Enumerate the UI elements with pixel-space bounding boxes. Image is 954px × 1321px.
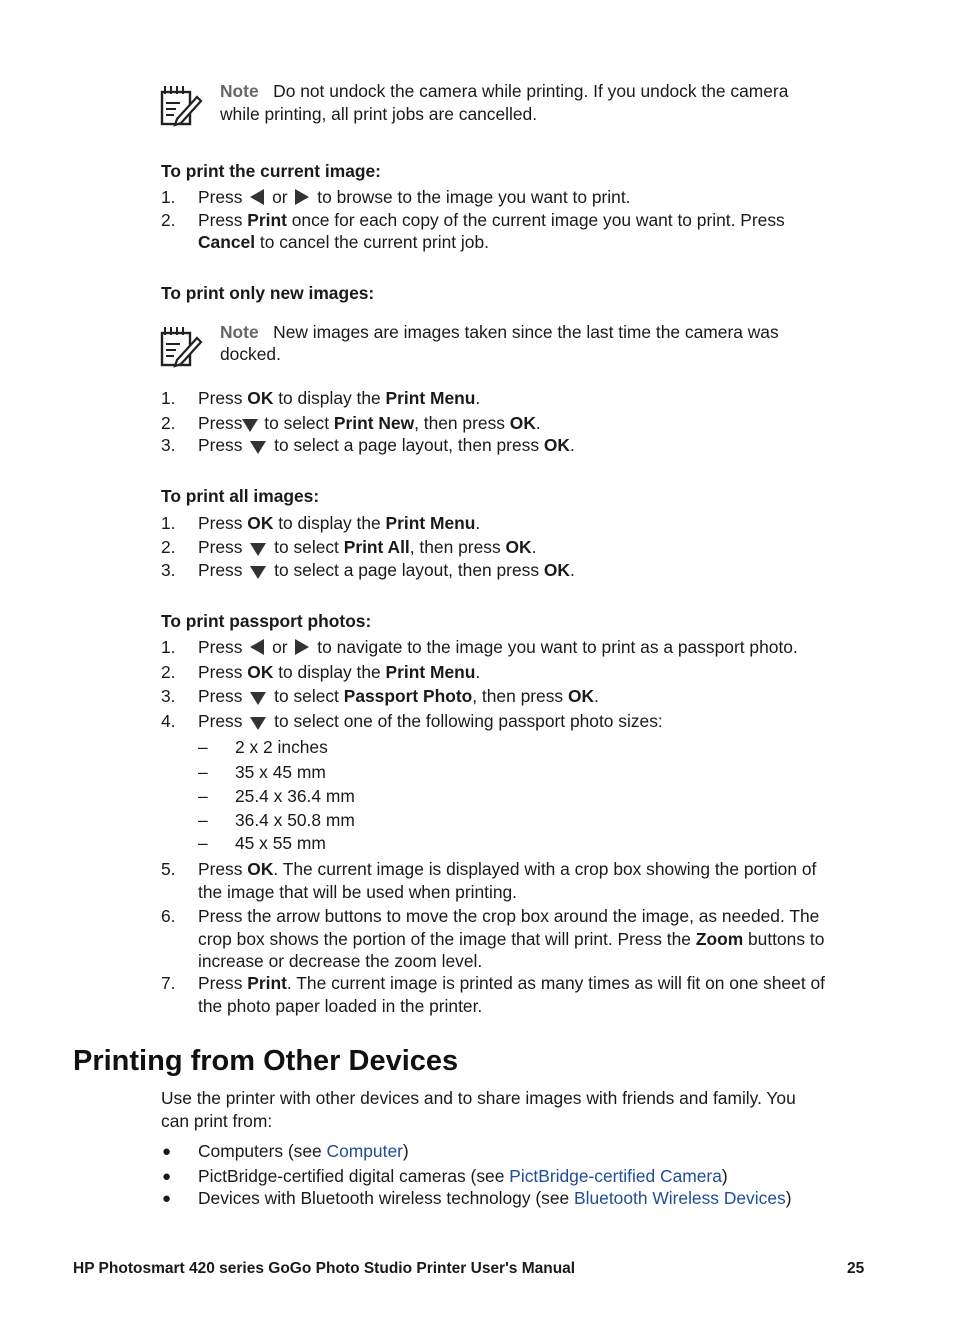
list-dash: – xyxy=(198,833,208,853)
step-number: 1. xyxy=(161,637,176,657)
list-dash: – xyxy=(198,762,208,782)
note-1 xyxy=(220,80,788,126)
list-item: 45 x 55 mm xyxy=(235,833,326,853)
step-number: 1. xyxy=(161,187,176,207)
step-number: 2. xyxy=(161,537,176,557)
section-heading: To print passport photos: xyxy=(161,611,372,631)
footer-title: HP Photosmart 420 series GoGo Photo Studio Printer User's Manual xyxy=(73,1260,576,1277)
step-text: Press or to browse to the image you want to print. xyxy=(198,187,631,207)
step-number: 2. xyxy=(161,413,176,433)
left-arrow-button-icon xyxy=(250,189,264,205)
step-text: the image that will be used when printing. xyxy=(198,882,518,902)
step-number: 4. xyxy=(161,711,176,731)
step-text: crop box shows the portion of the image that will print. Press the Zoom buttons to xyxy=(198,929,825,949)
down-arrow-button-icon xyxy=(242,419,258,432)
bluetooth-devices-link[interactable]: Bluetooth Wireless Devices xyxy=(574,1188,786,1208)
list-item: 35 x 45 mm xyxy=(235,762,326,782)
note-label: Note xyxy=(220,81,259,101)
down-arrow-button-icon xyxy=(250,441,266,454)
list-item: 25.4 x 36.4 mm xyxy=(235,786,355,806)
note-text-line: New images are images taken since the last time the camera was xyxy=(273,322,779,342)
step-number: 1. xyxy=(161,513,176,533)
step-number: 1. xyxy=(161,388,176,408)
step-text: Press to select Passport Photo, then press OK. xyxy=(198,686,599,706)
step-number: 3. xyxy=(161,686,176,706)
step-text: increase or decrease the zoom level. xyxy=(198,951,483,971)
right-arrow-button-icon xyxy=(295,189,309,205)
step-text: Press OK. The current image is displayed with a crop box showing the portion of xyxy=(198,859,817,879)
left-arrow-button-icon xyxy=(250,639,264,655)
right-arrow-button-icon xyxy=(295,639,309,655)
list-item: Devices with Bluetooth wireless technology (see Bluetooth Wireless Devices) xyxy=(198,1188,792,1208)
note-2 xyxy=(220,321,779,365)
step-number: 5. xyxy=(161,859,176,879)
step-text: Press to select Print All, then press OK. xyxy=(198,537,537,557)
down-arrow-button-icon xyxy=(250,566,266,579)
step-text: Press Print once for each copy of the current image you want to print. Press xyxy=(198,210,785,230)
step-text: Press Print. The current image is printed as many times as will fit on one sheet of xyxy=(198,973,825,993)
step-text: Press OK to display the Print Menu. xyxy=(198,388,481,408)
step-number: 7. xyxy=(161,973,176,993)
page-number: 25 xyxy=(847,1260,865,1277)
section-heading: To print the current image: xyxy=(161,161,381,181)
bullet: ● xyxy=(162,1143,172,1160)
step-number: 6. xyxy=(161,906,176,926)
section-title: Printing from Other Devices xyxy=(73,1045,459,1077)
list-item: Computers (see Computer) xyxy=(198,1141,409,1161)
step-number: 3. xyxy=(161,435,176,455)
note-text-line: docked. xyxy=(220,344,281,364)
down-arrow-button-icon xyxy=(250,543,266,556)
step-text: the photo paper loaded in the printer. xyxy=(198,996,483,1016)
step-text: Press or to navigate to the image you want to print as a passport photo. xyxy=(198,637,798,657)
notepad-pencil-icon xyxy=(159,324,203,368)
note-text-line: Do not undock the camera while printing. If you undock the camera xyxy=(273,81,789,101)
step-text: Press to select Print New, then press OK. xyxy=(198,413,541,433)
list-item: PictBridge-certified digital cameras (see PictBridge-certified Camera) xyxy=(198,1166,728,1186)
step-text: Cancel to cancel the current print job. xyxy=(198,232,489,252)
pictbridge-camera-link[interactable]: PictBridge-certified Camera xyxy=(509,1166,722,1186)
section-heading: To print only new images: xyxy=(161,283,375,303)
step-number: 2. xyxy=(161,210,176,230)
list-dash: – xyxy=(198,737,208,757)
bullet: ● xyxy=(162,1168,172,1185)
list-dash: – xyxy=(198,786,208,806)
list-item: 2 x 2 inches xyxy=(235,737,328,757)
notepad-pencil-icon xyxy=(159,83,203,127)
list-item: 36.4 x 50.8 mm xyxy=(235,810,355,830)
step-text: Press to select a page layout, then press OK. xyxy=(198,435,575,455)
computer-link[interactable]: Computer xyxy=(326,1141,403,1161)
down-arrow-button-icon xyxy=(250,692,266,705)
step-text: Press to select a page layout, then press OK. xyxy=(198,560,575,580)
step-text: Press OK to display the Print Menu. xyxy=(198,513,481,533)
bullet: ● xyxy=(162,1190,172,1207)
list-dash: – xyxy=(198,810,208,830)
intro-paragraph: Use the printer with other devices and to share images with friends and family. You can print from: xyxy=(161,1088,796,1131)
note-text-line: while printing, all print jobs are cancelled. xyxy=(220,104,538,124)
step-text: Press OK to display the Print Menu. xyxy=(198,662,481,682)
step-number: 2. xyxy=(161,662,176,682)
step-text: Press to select one of the following passport photo sizes: xyxy=(198,711,663,731)
step-text: Press the arrow buttons to move the crop box around the image, as needed. The xyxy=(198,906,820,926)
note-label: Note xyxy=(220,322,259,342)
down-arrow-button-icon xyxy=(250,717,266,730)
step-number: 3. xyxy=(161,560,176,580)
section-heading: To print all images: xyxy=(161,486,320,506)
